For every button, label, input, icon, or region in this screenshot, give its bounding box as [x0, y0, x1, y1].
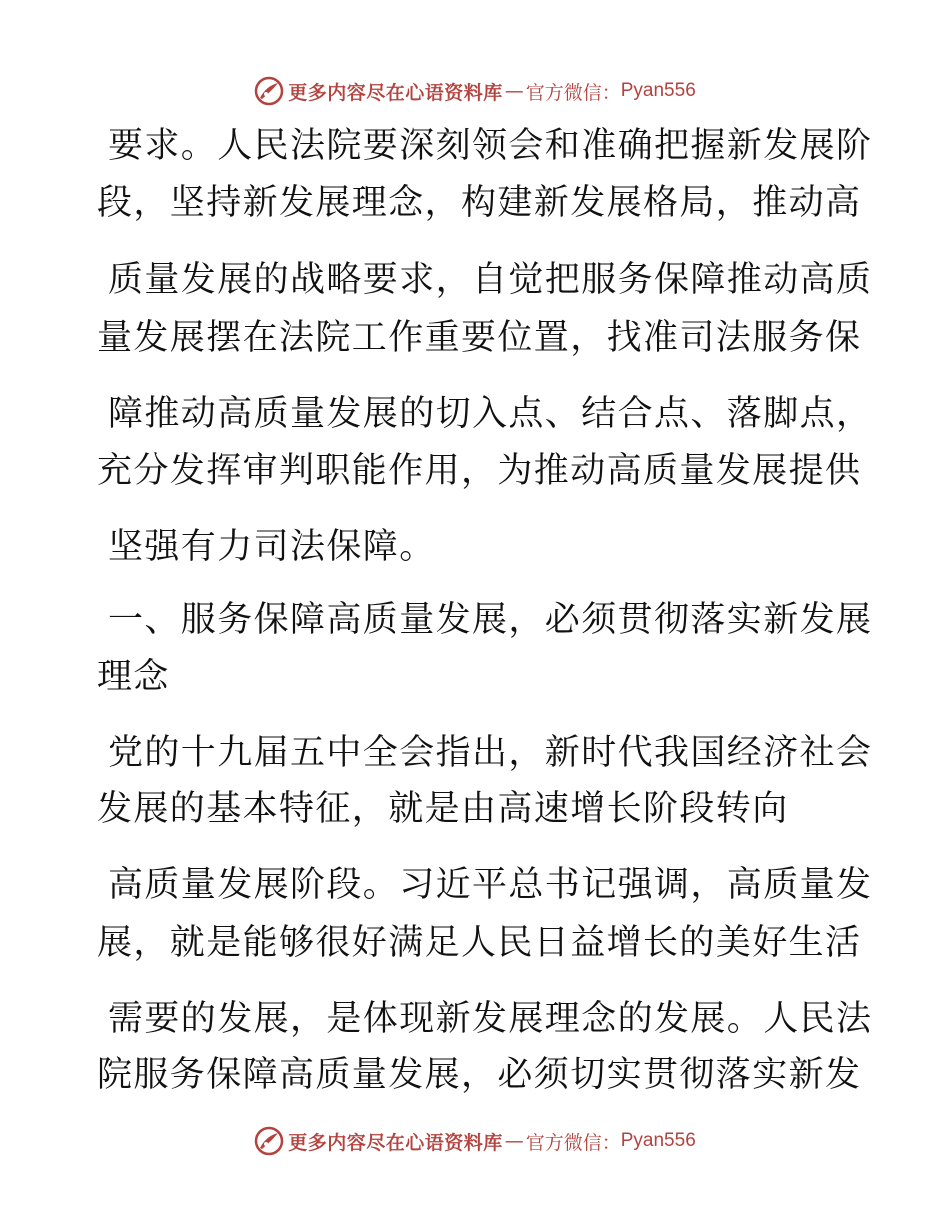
- banner-site-text: 更多内容尽在心语资料库: [288, 1131, 503, 1154]
- text-line: 质量发展的战略要求，自觉把服务保障推动高质: [108, 260, 873, 300]
- text-line: 坚强有力司法保障。: [108, 527, 436, 567]
- text-line: 要求。人民法院要深刻领会和准确把握新发展阶: [108, 126, 873, 166]
- header-banner: [0, 71, 950, 111]
- banner-wechat-id: Pyan556: [620, 1130, 696, 1151]
- banner-dash: —: [504, 1130, 524, 1152]
- text-line: 展，就是能够很好满足人民日益增长的美好生活: [97, 923, 862, 963]
- text-line: 院服务保障高质量发展，必须切实贯彻落实新发: [97, 1055, 862, 1095]
- text-line: 党的十九届五中全会指出，新时代我国经济社会: [108, 733, 873, 773]
- text-line: 量发展摆在法院工作重要位置，找准司法服务保: [97, 318, 862, 358]
- banner-site-text: 更多内容尽在心语资料库: [288, 81, 503, 104]
- banner-wechat-label: 官方微信：: [525, 1131, 621, 1154]
- banner-wechat-label: 官方微信：: [525, 81, 621, 104]
- text-line: 发展的基本特征，就是由高速增长阶段转向: [97, 789, 789, 829]
- text-line: 高质量发展阶段。习近平总书记强调，高质量发: [108, 865, 873, 905]
- banner-wechat-id: Pyan556: [620, 80, 696, 101]
- section-heading-continued: 理念: [97, 657, 170, 697]
- text-line: 段，坚持新发展理念，构建新发展格局，推动高: [97, 183, 862, 223]
- text-line: 障推动高质量发展的切入点、结合点、落脚点，: [108, 394, 873, 434]
- footer-banner: [0, 1121, 950, 1161]
- banner-dash: —: [504, 80, 524, 102]
- pen-logo-icon: [254, 1126, 284, 1156]
- pen-logo-icon: [254, 76, 284, 106]
- section-heading: 一、服务保障高质量发展，必须贯彻落实新发展: [108, 600, 873, 640]
- text-line: 需要的发展，是体现新发展理念的发展。人民法: [108, 999, 873, 1039]
- text-line: 充分发挥审判职能作用，为推动高质量发展提供: [97, 451, 862, 491]
